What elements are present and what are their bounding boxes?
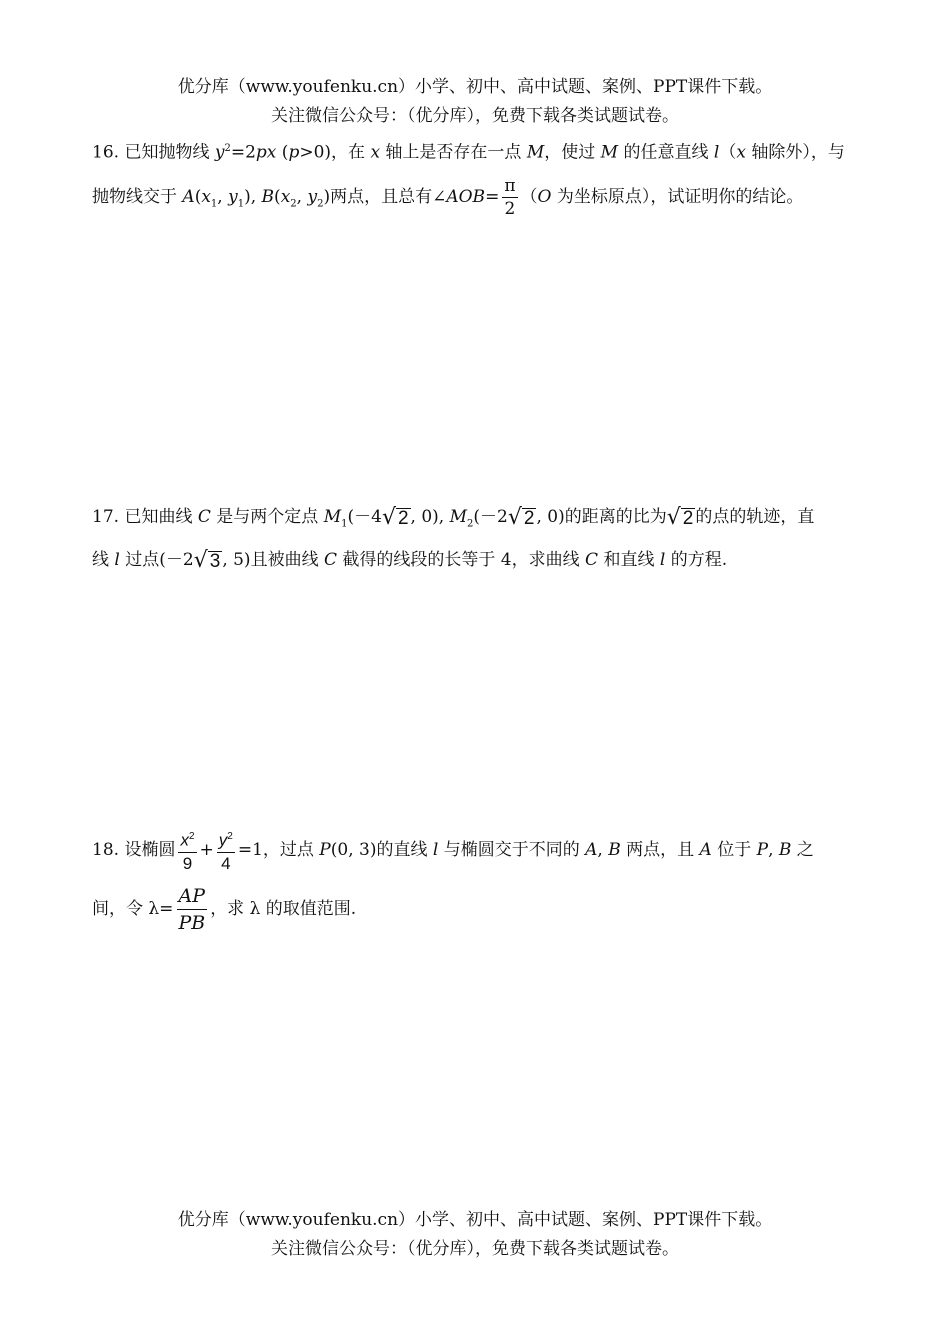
q16-text: , <box>217 186 229 207</box>
q16-var: y <box>214 142 225 163</box>
q16-var: y <box>307 186 318 207</box>
q18-text: =1 <box>237 839 263 860</box>
fraction-denominator: 2 <box>504 198 516 219</box>
header-line-2: 关注微信公众号：（优分库），免费下载各类试题试卷。 <box>271 106 679 126</box>
q16-var: x <box>736 142 746 163</box>
sqrt-arg: 2 <box>523 507 535 529</box>
q16-var: M <box>600 142 619 163</box>
q18-line-1 <box>92 826 862 875</box>
q16-line-2 <box>92 175 862 222</box>
question-18 <box>92 826 862 936</box>
q17-sub: 1 <box>341 518 348 530</box>
question-16 <box>92 131 862 222</box>
q17-text: . 已知曲线 <box>113 507 198 527</box>
q16-sub: 1 <box>210 198 218 210</box>
q16-var: B <box>261 186 275 207</box>
footer-line-2: 关注微信公众号：（优分库），免费下载各类试题试卷。 <box>271 1239 679 1259</box>
q18-text: 之 <box>791 839 814 860</box>
q18-text: + <box>199 839 214 860</box>
q17-var: C <box>323 550 337 571</box>
q17-text: 的点的轨迹，直 <box>695 507 815 527</box>
q18-text: 两点，且 <box>620 839 700 860</box>
y2-over-4-fraction <box>217 826 235 875</box>
q18-var: P <box>319 839 331 860</box>
q18-var: A <box>585 839 598 860</box>
q18-sup: 2 <box>227 831 233 842</box>
q18-var: l <box>432 839 439 860</box>
q16-text: ( <box>276 142 289 163</box>
q17-line-2 <box>92 542 862 578</box>
q16-text: . 已知抛物线 <box>113 142 215 163</box>
footer-line-1: 优分库（www.youfenku.cn）小学、初中、高中试题、案例、PPT课件下载。 <box>177 1210 773 1230</box>
q18-line-2 <box>92 883 862 936</box>
x2-over-9-fraction <box>178 826 196 875</box>
sqrt-3: √ 3 <box>193 547 221 573</box>
q16-sub: 2 <box>317 198 324 210</box>
q18-var: A <box>699 839 712 860</box>
q17-number: 17 <box>92 507 114 527</box>
q16-line-1 <box>92 131 862 171</box>
q16-text: =2 <box>230 142 256 163</box>
q16-text: = <box>485 186 500 207</box>
q16-text: , <box>296 186 308 207</box>
q17-text: 的方程. <box>665 550 728 571</box>
q17-text: , 0), <box>410 507 450 527</box>
q17-var: M <box>449 507 468 527</box>
q17-text: 截得的线段的长等于 4，求曲线 <box>337 550 586 571</box>
header-line-1: 优分库（www.youfenku.cn）小学、初中、高中试题、案例、PPT课件下载。 <box>177 77 773 97</box>
q16-var: AOB <box>446 186 486 207</box>
q18-text: 间，令 λ= <box>92 898 174 919</box>
q17-text: 线 <box>92 550 115 571</box>
q17-var: C <box>197 507 211 527</box>
q16-var: A <box>182 186 195 207</box>
q18-text: , <box>597 839 609 860</box>
q17-line-1 <box>92 499 862 542</box>
q18-var: B <box>778 839 792 860</box>
sqrt-arg: 2 <box>397 507 409 529</box>
q18-var: B <box>608 839 621 860</box>
q18-text: ，过点 <box>262 839 320 860</box>
q17-var: l <box>114 550 120 571</box>
ap-over-pb-fraction <box>176 883 207 936</box>
q17-text: (－4 <box>347 507 382 527</box>
q16-text: （ <box>719 142 737 163</box>
q16-var: x <box>280 186 291 207</box>
q18-text: 位于 <box>711 839 757 860</box>
q18-number: 18 <box>92 839 114 860</box>
q16-text: 为坐标原点），试证明你的结论。 <box>551 186 804 207</box>
q16-var: x <box>201 186 211 207</box>
sqrt-2: √ 2 <box>507 504 535 530</box>
q16-var: O <box>537 186 552 207</box>
q16-text: ，使过 <box>544 142 601 163</box>
q18-sup: 2 <box>188 831 195 842</box>
fraction-denominator: PB <box>178 911 206 934</box>
sqrt-arg: 2 <box>682 507 694 529</box>
q17-var: l <box>659 550 666 571</box>
question-17 <box>92 499 862 578</box>
q16-number: 16 <box>92 142 114 163</box>
q18-text: 与椭圆交于不同的 <box>438 839 586 860</box>
fraction-numerator <box>217 826 235 853</box>
fraction-numerator: AP <box>177 883 208 910</box>
q16-text: 的任意直线 <box>618 142 714 163</box>
q16-var: p <box>288 142 300 163</box>
q18-text: (0, 3)的直线 <box>330 839 433 860</box>
q16-sup: 2 <box>224 143 231 154</box>
q18-var: x <box>180 830 189 850</box>
q16-text: 抛物线交于 <box>92 186 183 207</box>
fraction-numerator: π <box>504 175 516 196</box>
q16-text: ), <box>244 186 262 207</box>
q16-var: x <box>370 142 381 163</box>
q18-text: . 设椭圆 <box>113 839 176 860</box>
q16-text: >0)，在 <box>299 142 371 163</box>
q16-text: （ <box>520 186 538 207</box>
q16-text: ( <box>274 186 281 207</box>
q17-var: C <box>585 550 599 571</box>
q18-var: P <box>756 839 769 860</box>
fraction-denominator: 9 <box>182 853 193 873</box>
q17-var: M <box>323 507 342 527</box>
q17-text: , 5)且被曲线 <box>222 550 324 571</box>
q16-var: y <box>228 186 238 207</box>
q16-sub: 2 <box>290 198 297 210</box>
q17-sub: 2 <box>467 518 474 530</box>
pi-over-2-fraction <box>502 175 517 220</box>
sqrt-2: √ 2 <box>666 504 694 530</box>
q16-text: )两点，且总有∠ <box>323 186 447 207</box>
q17-text: 过点(－2 <box>119 550 194 571</box>
q17-text: 和直线 <box>598 550 660 571</box>
q16-text: 轴上是否存在一点 <box>380 142 527 163</box>
q16-text: ( <box>194 186 202 207</box>
q16-var: M <box>526 142 545 163</box>
q18-text: ，求 λ 的取值范围. <box>210 898 357 919</box>
fraction-numerator <box>178 826 196 853</box>
q16-var: px <box>255 142 277 163</box>
sqrt-arg: 3 <box>209 550 221 572</box>
q18-text: , <box>768 839 779 860</box>
q17-text: (－2 <box>473 507 508 527</box>
fraction-denominator: 4 <box>221 853 231 873</box>
q16-text: 轴除外），与 <box>745 142 845 163</box>
sqrt-2: √ 2 <box>381 504 409 530</box>
q17-text: 是与两个定点 <box>210 507 324 527</box>
q16-sub: 1 <box>237 198 245 210</box>
q17-text: , 0)的距离的比为 <box>536 507 667 527</box>
q18-var: y <box>218 830 228 850</box>
q16-var: l <box>713 142 720 163</box>
